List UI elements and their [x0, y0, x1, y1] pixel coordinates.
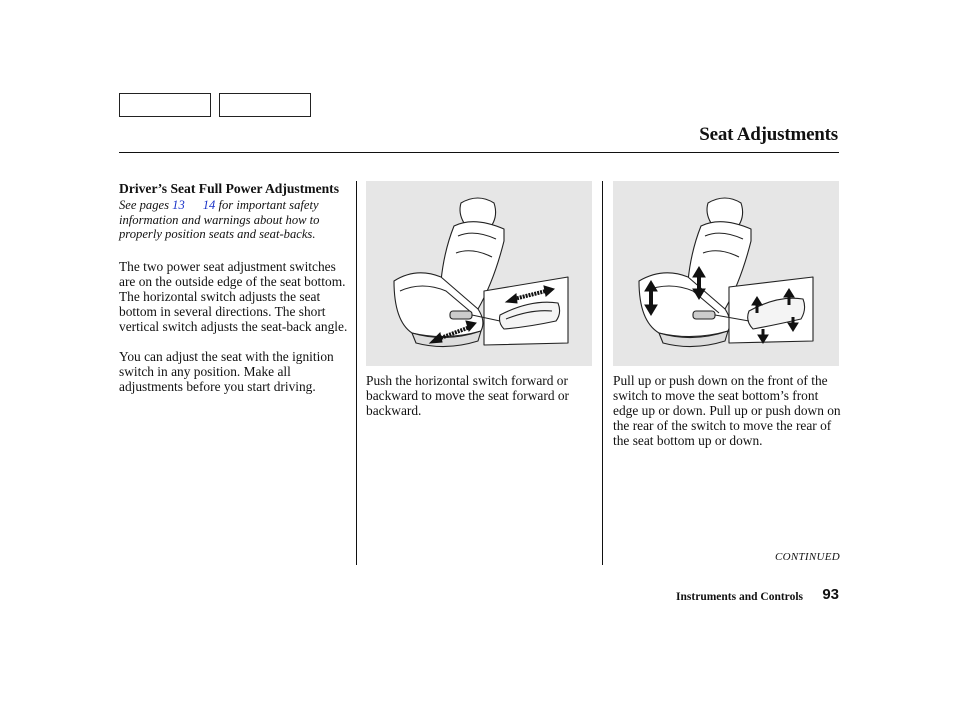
horizontal-switch-figure	[366, 181, 592, 366]
nav-button-1[interactable]	[119, 93, 211, 117]
safety-reference	[119, 198, 349, 242]
page-link-14[interactable]: 14	[202, 198, 216, 212]
page-number: 93	[822, 586, 839, 603]
column-divider-1	[356, 181, 357, 565]
page-link-13[interactable]: 13	[172, 198, 185, 212]
left-column	[119, 181, 349, 394]
right-caption: Pull up or push down on the front of the switch to move the seat bottom’s front edge up or down. Pull up or push down on the rear of the switch to move the rear of the seat bottom up or down.	[613, 373, 841, 448]
title-rule	[119, 152, 839, 153]
nav-button-2[interactable]	[219, 93, 311, 117]
vertical-switch-figure	[613, 181, 839, 366]
seat-forward-backward-illustration	[366, 181, 592, 366]
column-divider-2	[602, 181, 603, 565]
page-title: Seat Adjustments	[699, 124, 838, 145]
footer-section-label[interactable]: Instruments and Controls	[676, 591, 803, 603]
ref-prefix: See pages	[119, 198, 173, 212]
paragraph-1: The two power seat adjustment switches are on the outside edge of the seat bottom. The horizontal switch adjusts the seat bottom in several directions. The short vertical switch adjusts the seat-back angle.	[119, 258, 348, 334]
section-heading: Driver’s Seat Full Power Adjustments	[119, 181, 339, 196]
paragraph-2: You can adjust the seat with the ignition switch in any position. Make all adjustments before you start driving.	[119, 348, 334, 394]
ref-suffix: for important safety information and warnings about how to properly position seats and seat-backs.	[119, 198, 320, 242]
seat-tilt-illustration	[613, 181, 839, 366]
middle-caption: Push the horizontal switch forward or backward to move the seat forward or backward.	[366, 373, 570, 418]
continued-label: CONTINUED	[774, 551, 840, 563]
